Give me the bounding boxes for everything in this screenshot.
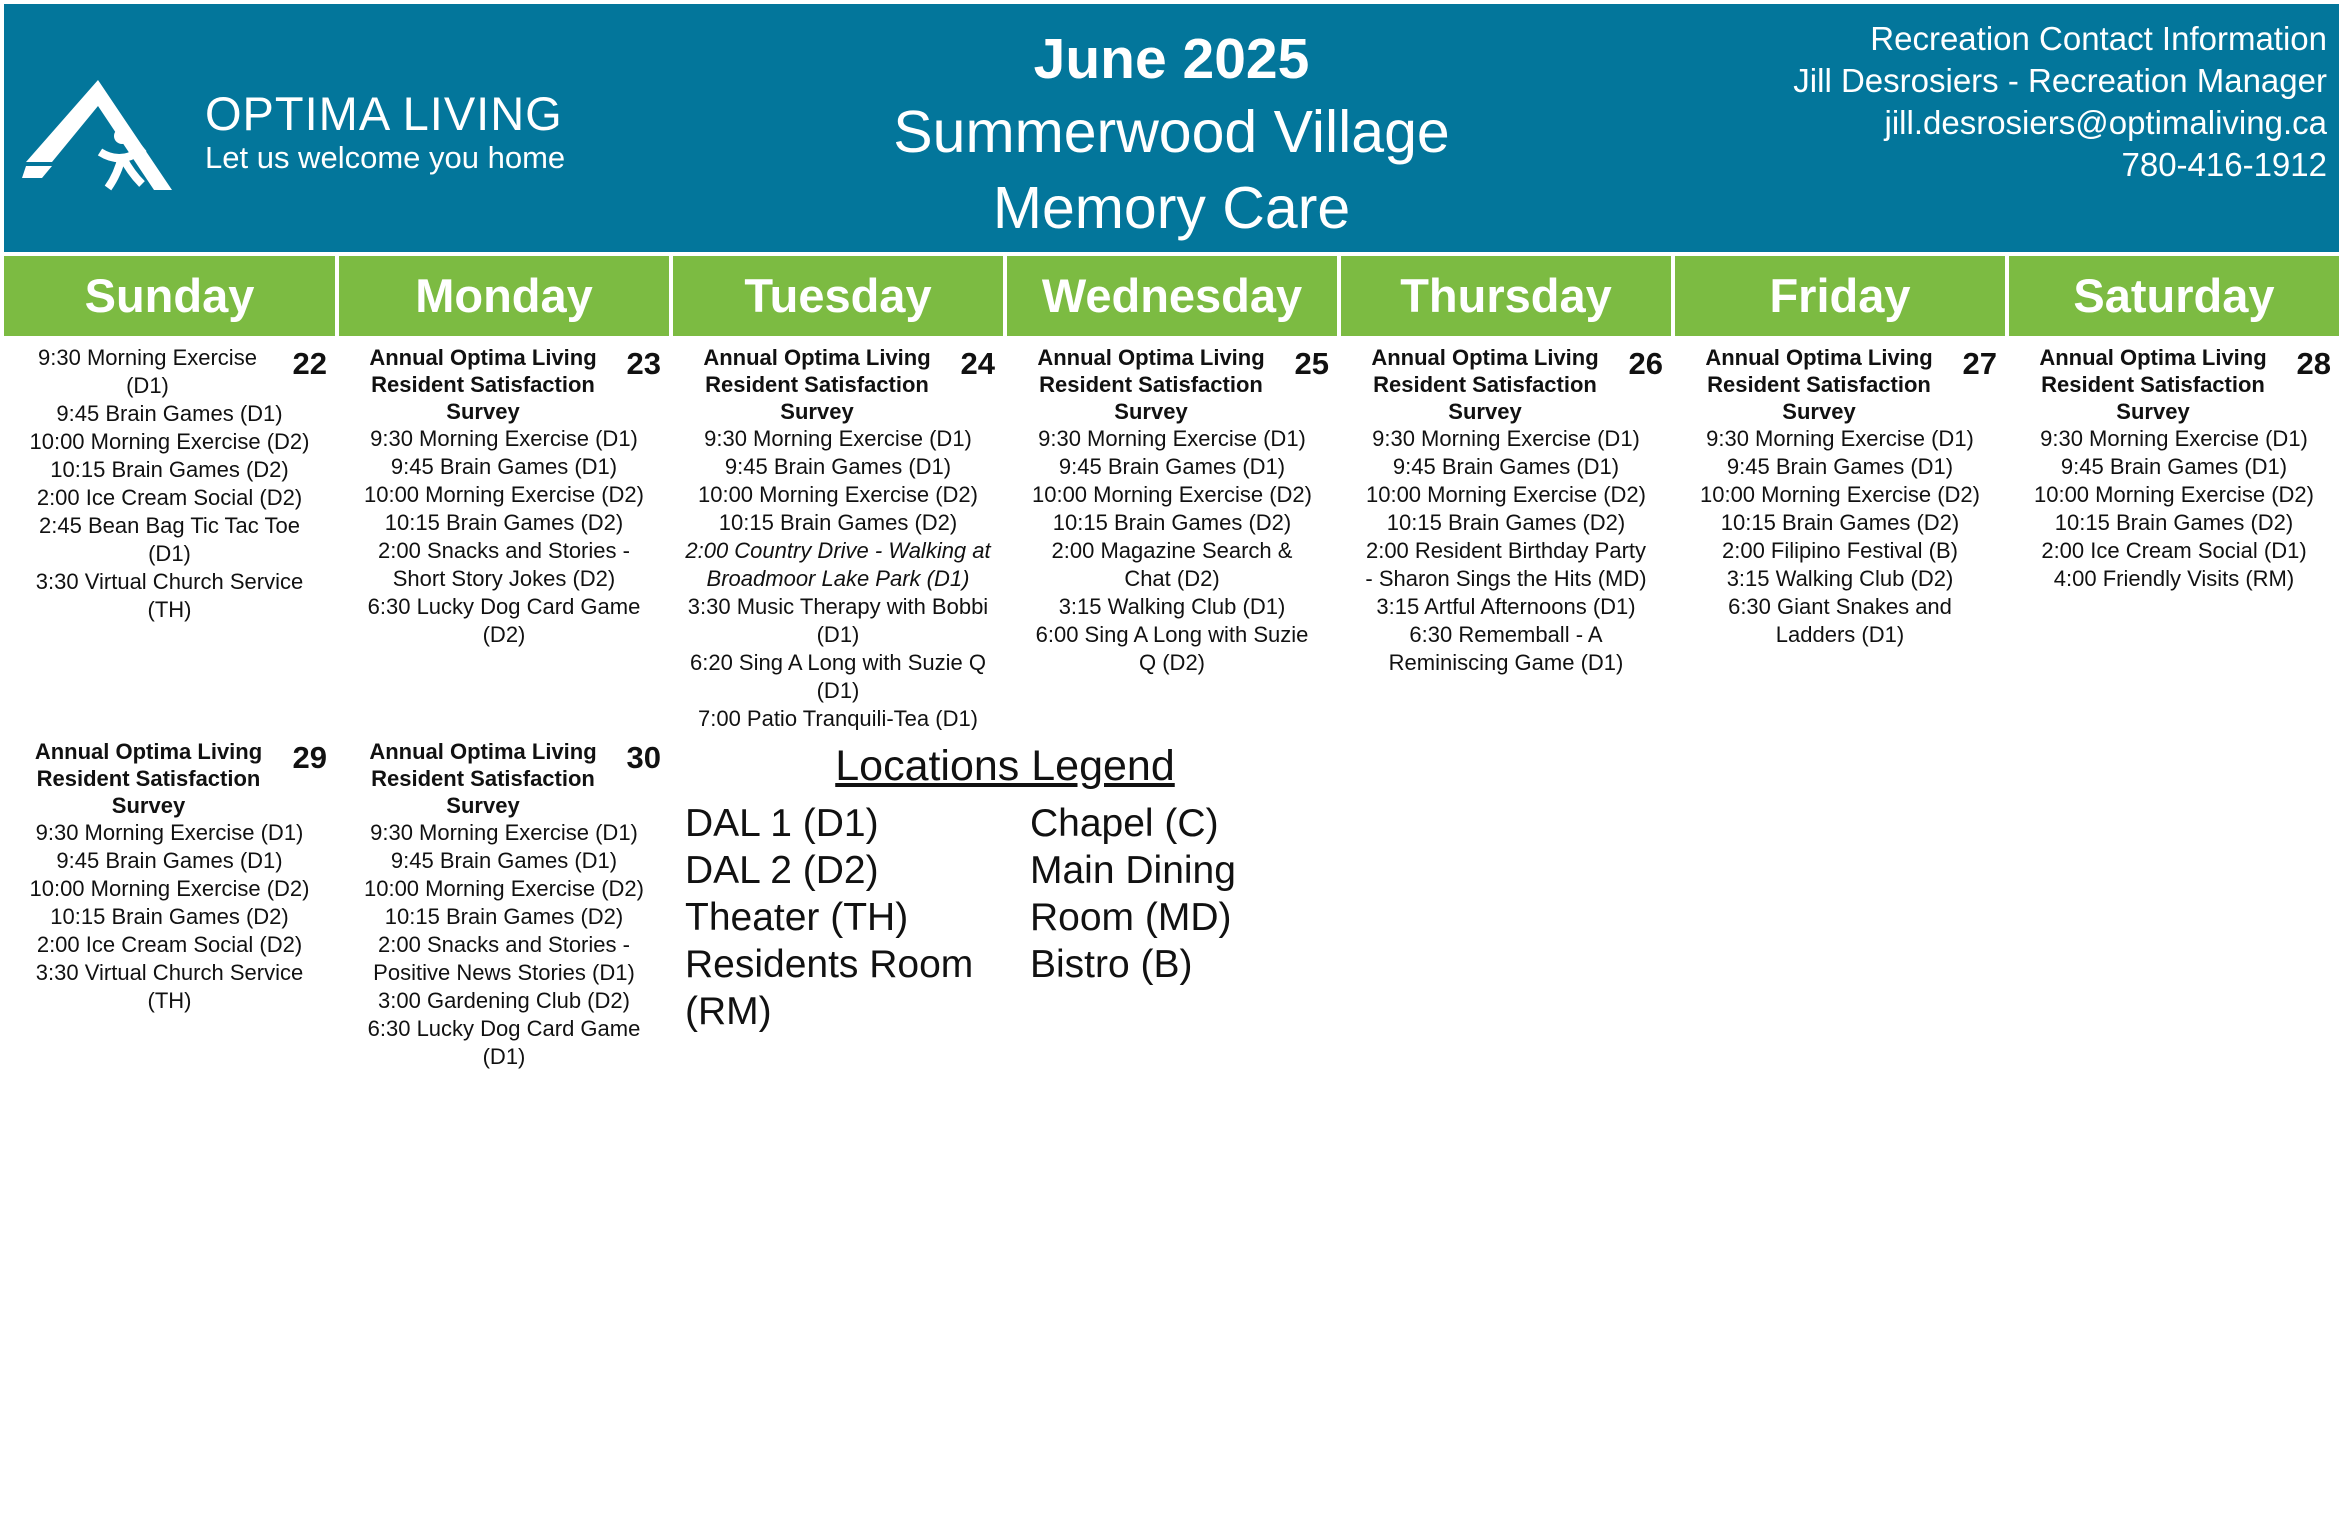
event-item <box>4 903 335 931</box>
event-item <box>339 847 669 875</box>
event-item <box>4 847 335 875</box>
survey-notice: Annual Optima Living Resident Satisfaction Survey <box>1705 345 1933 424</box>
event-text: 6:30 Lucky Dog Card Game <box>367 1016 641 1041</box>
event-text: 2:00 Ice Cream Social (D2) <box>36 485 303 510</box>
event-continuation: (D1) <box>482 1044 526 1069</box>
event-item <box>673 593 1003 649</box>
legend-column-2 <box>1030 800 1236 988</box>
legend-column-1 <box>685 800 973 1035</box>
title-unit: Memory Care <box>992 175 1351 241</box>
event-text: 9:45 Brain Games (D1) <box>1726 454 1954 479</box>
event-text: 9:30 Morning Exercise (D1) <box>704 426 972 451</box>
event-item <box>2009 565 2339 593</box>
event-item <box>339 509 669 537</box>
calendar-header <box>4 4 2339 252</box>
legend-item: Residents Room <box>685 943 974 986</box>
event-item <box>1675 425 2005 453</box>
day-cell <box>4 734 335 1122</box>
day-cell <box>339 734 669 1122</box>
weekday-friday: Friday <box>1675 256 2005 336</box>
event-text: 10:15 Brain Games (D2) <box>1386 510 1626 535</box>
event-item <box>673 453 1003 481</box>
event-item <box>1341 425 1671 453</box>
event-item <box>339 931 669 987</box>
date-number: 29 <box>292 740 327 775</box>
event-item <box>1007 621 1337 677</box>
event-text: 10:15 Brain Games (D2) <box>1052 510 1292 535</box>
contact-name: Jill Desrosiers - Recreation Manager <box>1793 62 2327 99</box>
event-continuation: (D1) <box>126 373 169 398</box>
day-cell <box>339 340 669 730</box>
weekday-saturday: Saturday <box>2009 256 2339 336</box>
event-text: 10:00 Morning Exercise (D2) <box>1699 482 1980 507</box>
event-item <box>339 875 669 903</box>
event-text: 10:00 Morning Exercise (D2) <box>363 482 644 507</box>
legend-item: Theater (TH) <box>685 896 909 939</box>
legend-item: Main Dining <box>1030 849 1236 892</box>
logo-tagline: Let us welcome you home <box>205 140 566 175</box>
legend-item: Bistro (B) <box>1030 943 1193 986</box>
event-continuation: (D1) <box>816 622 860 647</box>
event-item <box>339 593 669 649</box>
event-item <box>1675 509 2005 537</box>
survey-notice: Annual Optima Living Resident Satisfaction Survey <box>369 739 597 818</box>
event-continuation: Positive News Stories (D1) <box>373 960 635 985</box>
event-text: 9:45 Brain Games (D1) <box>1058 454 1286 479</box>
date-number: 22 <box>292 346 327 381</box>
title-place: Summerwood Village <box>893 99 1450 165</box>
legend-item: Chapel (C) <box>1030 802 1219 845</box>
event-text: 9:30 Morning Exercise (D1) <box>35 820 304 845</box>
logo-name: OPTIMA LIVING <box>205 87 563 140</box>
event-item <box>1341 593 1671 621</box>
date-number: 26 <box>1628 346 1663 381</box>
event-text: 9:45 Brain Games (D1) <box>390 454 618 479</box>
event-item <box>339 987 669 1015</box>
event-text: 4:00 Friendly Visits (RM) <box>2053 566 2295 591</box>
event-continuation: (TH) <box>147 597 192 622</box>
event-item <box>4 456 335 484</box>
event-text: 6:30 Giant Snakes and <box>1728 594 1952 619</box>
event-continuation: (D1) <box>148 541 191 566</box>
survey-notice: Annual Optima Living Resident Satisfaction Survey <box>1371 345 1599 424</box>
event-text: 10:15 Brain Games (D2) <box>384 904 624 929</box>
event-text: 6:30 Rememball - A <box>1409 622 1603 647</box>
day-cell <box>4 340 335 730</box>
event-item <box>673 649 1003 705</box>
event-text: 10:15 Brain Games (D2) <box>2054 510 2294 535</box>
event-item <box>673 481 1003 509</box>
event-item <box>339 1015 669 1071</box>
event-item <box>673 425 1003 453</box>
event-continuation: Ladders (D1) <box>1775 622 1905 647</box>
event-text: 2:00 Magazine Search & <box>1051 538 1293 563</box>
event-item <box>1675 537 2005 565</box>
event-item <box>1341 537 1671 593</box>
event-item <box>2009 425 2339 453</box>
event-text: 3:30 Virtual Church Service <box>35 960 304 985</box>
survey-notice: Annual Optima Living Resident Satisfaction Survey <box>34 739 263 818</box>
day-cell <box>673 340 1003 730</box>
event-item <box>4 484 335 512</box>
date-number: 27 <box>1962 346 1997 381</box>
event-text: 10:15 Brain Games (D2) <box>50 904 289 929</box>
event-item <box>673 537 1003 593</box>
event-text: 6:20 Sing A Long with Suzie Q <box>690 650 986 675</box>
event-item <box>1341 481 1671 509</box>
event-item <box>4 400 335 428</box>
date-number: 25 <box>1294 346 1329 381</box>
day-cell <box>1341 340 1671 730</box>
survey-notice: Annual Optima Living Resident Satisfaction Survey <box>369 345 597 424</box>
event-item <box>1341 509 1671 537</box>
event-text: 3:30 Virtual Church Service <box>35 569 304 594</box>
event-text: 10:00 Morning Exercise (D2) <box>1365 482 1646 507</box>
event-item <box>1675 565 2005 593</box>
event-text: 10:15 Brain Games (D2) <box>384 510 624 535</box>
event-text: 3:30 Music Therapy with Bobbi <box>687 594 989 619</box>
legend-item: Room (MD) <box>1030 896 1232 939</box>
event-text: 2:00 Ice Cream Social (D2) <box>36 932 303 957</box>
locations-legend <box>673 734 1337 1122</box>
event-text: 10:15 Brain Games (D2) <box>50 457 289 482</box>
event-item <box>1007 453 1337 481</box>
event-text: 9:30 Morning Exercise (D1) <box>370 820 638 845</box>
event-text: 9:30 Morning Exercise (D1) <box>370 426 638 451</box>
weekday-wednesday: Wednesday <box>1007 256 1337 336</box>
event-continuation: Chat (D2) <box>1124 566 1220 591</box>
event-text: 9:45 Brain Games (D1) <box>2060 454 2288 479</box>
event-text: 10:00 Morning Exercise (D2) <box>697 482 978 507</box>
empty-day-cell <box>1675 734 2005 1122</box>
event-text: 9:45 Brain Games (D1) <box>56 848 283 873</box>
day-cell <box>1675 340 2005 730</box>
event-text: 2:00 Resident Birthday Party <box>1365 538 1647 563</box>
event-item <box>4 568 335 624</box>
event-text: 9:30 Morning Exercise (D1) <box>1038 426 1306 451</box>
survey-notice: Annual Optima Living Resident Satisfaction Survey <box>703 345 931 424</box>
event-continuation: - Sharon Sings the Hits (MD) <box>1365 566 1647 591</box>
event-text: 3:00 Gardening Club (D2) <box>378 988 630 1013</box>
survey-notice: Annual Optima Living Resident Satisfaction Survey <box>1037 345 1265 424</box>
event-continuation: (D1) <box>816 678 860 703</box>
event-item <box>1007 481 1337 509</box>
event-text: 9:30 Morning Exercise (D1) <box>2040 426 2308 451</box>
event-text: 9:45 Brain Games (D1) <box>56 401 283 426</box>
empty-day-cell <box>673 1126 1003 1514</box>
contact-phone: 780-416-1912 <box>2121 146 2327 183</box>
event-text: 2:00 Snacks and Stories - <box>378 932 630 957</box>
weekday-sunday: Sunday <box>4 256 335 336</box>
event-item <box>4 875 335 903</box>
event-text: 2:00 Filipino Festival (B) <box>1722 538 1958 563</box>
event-item <box>339 425 669 453</box>
event-continuation: Short Story Jokes (D2) <box>392 566 616 591</box>
event-text: 2:00 Country Drive - Walking at <box>685 538 991 563</box>
event-continuation: (D2) <box>482 622 526 647</box>
event-text: 10:00 Morning Exercise (D2) <box>2033 482 2314 507</box>
legend-item: DAL 1 (D1) <box>685 802 879 845</box>
event-item <box>673 509 1003 537</box>
event-continuation: Reminiscing Game (D1) <box>1388 650 1624 675</box>
event-continuation: (TH) <box>147 988 192 1013</box>
day-cell <box>2009 340 2339 730</box>
empty-day-cell <box>2009 1126 2339 1514</box>
event-item <box>2009 537 2339 565</box>
event-text: 3:15 Walking Club (D2) <box>1726 566 1954 591</box>
event-text: 9:30 Morning Exercise (D1) <box>1372 426 1640 451</box>
event-item <box>1341 621 1671 677</box>
event-text: 10:15 Brain Games (D2) <box>1720 510 1960 535</box>
legend-item: DAL 2 (D2) <box>685 849 879 892</box>
event-item <box>1007 593 1337 621</box>
empty-day-cell <box>2009 734 2339 1122</box>
event-item <box>1007 425 1337 453</box>
event-text: 2:45 Bean Bag Tic Tac Toe <box>39 513 300 538</box>
date-number: 23 <box>626 346 661 381</box>
empty-day-cell <box>4 1126 335 1514</box>
event-item <box>2009 481 2339 509</box>
event-item <box>1007 509 1337 537</box>
survey-notice: Annual Optima Living Resident Satisfaction Survey <box>2039 345 2267 424</box>
contact-heading: Recreation Contact Information <box>1870 20 2327 57</box>
event-item <box>1675 453 2005 481</box>
event-text: 7:00 Patio Tranquili-Tea (D1) <box>697 706 979 730</box>
event-text: 3:15 Walking Club (D1) <box>1058 594 1286 619</box>
contact-info <box>1793 18 2327 186</box>
event-text: 9:45 Brain Games (D1) <box>1392 454 1620 479</box>
event-text: 2:00 Ice Cream Social (D1) <box>2041 538 2307 563</box>
event-item <box>1007 537 1337 593</box>
event-item <box>339 537 669 593</box>
legend-title: Locations Legend <box>835 742 1175 790</box>
event-text: 6:00 Sing A Long with Suzie <box>1035 622 1309 647</box>
title-month: June 2025 <box>1033 27 1310 91</box>
event-text: 10:00 Morning Exercise (D2) <box>29 876 310 901</box>
empty-day-cell <box>1341 734 1671 1122</box>
event-text: 9:30 Morning Exercise <box>38 345 257 370</box>
legend-item: (RM) <box>685 990 772 1033</box>
event-item <box>4 344 335 400</box>
event-item <box>673 705 1003 730</box>
empty-day-cell <box>1007 1126 1337 1514</box>
empty-day-cell <box>339 1126 669 1514</box>
event-item <box>2009 509 2339 537</box>
weekday-monday: Monday <box>339 256 669 336</box>
event-continuation: Q (D2) <box>1139 650 1205 675</box>
event-item <box>339 453 669 481</box>
event-text: 10:00 Morning Exercise (D2) <box>29 429 310 454</box>
weekday-tuesday: Tuesday <box>673 256 1003 336</box>
date-number: 30 <box>626 740 661 775</box>
event-text: 3:15 Artful Afternoons (D1) <box>1376 594 1636 619</box>
event-item <box>2009 453 2339 481</box>
event-text: 9:30 Morning Exercise (D1) <box>1706 426 1974 451</box>
weekday-header-row <box>4 256 2339 336</box>
event-text: 9:45 Brain Games (D1) <box>390 848 618 873</box>
event-text: 2:00 Snacks and Stories - <box>378 538 630 563</box>
event-text: 10:15 Brain Games (D2) <box>718 510 958 535</box>
empty-day-cell <box>1675 1126 2005 1514</box>
event-item <box>1675 593 2005 649</box>
event-text: 9:45 Brain Games (D1) <box>724 454 952 479</box>
event-text: 6:30 Lucky Dog Card Game <box>367 594 641 619</box>
event-item <box>4 819 335 847</box>
event-item <box>339 819 669 847</box>
contact-email[interactable]: jill.desrosiers@optimaliving.ca <box>1884 104 2327 141</box>
event-text: 10:00 Morning Exercise (D2) <box>363 876 644 901</box>
event-text: 10:00 Morning Exercise (D2) <box>1031 482 1312 507</box>
date-number: 24 <box>960 346 995 381</box>
event-item <box>4 428 335 456</box>
event-continuation: Broadmoor Lake Park (D1) <box>706 566 970 591</box>
date-number: 28 <box>2296 346 2331 381</box>
event-item <box>4 931 335 959</box>
event-item <box>4 959 335 1015</box>
event-item <box>339 481 669 509</box>
empty-day-cell <box>1341 1126 1671 1514</box>
event-item <box>1675 481 2005 509</box>
event-item <box>4 512 335 568</box>
day-cell <box>1007 340 1337 730</box>
weekday-thursday: Thursday <box>1341 256 1671 336</box>
event-item <box>1341 453 1671 481</box>
event-item <box>339 903 669 931</box>
